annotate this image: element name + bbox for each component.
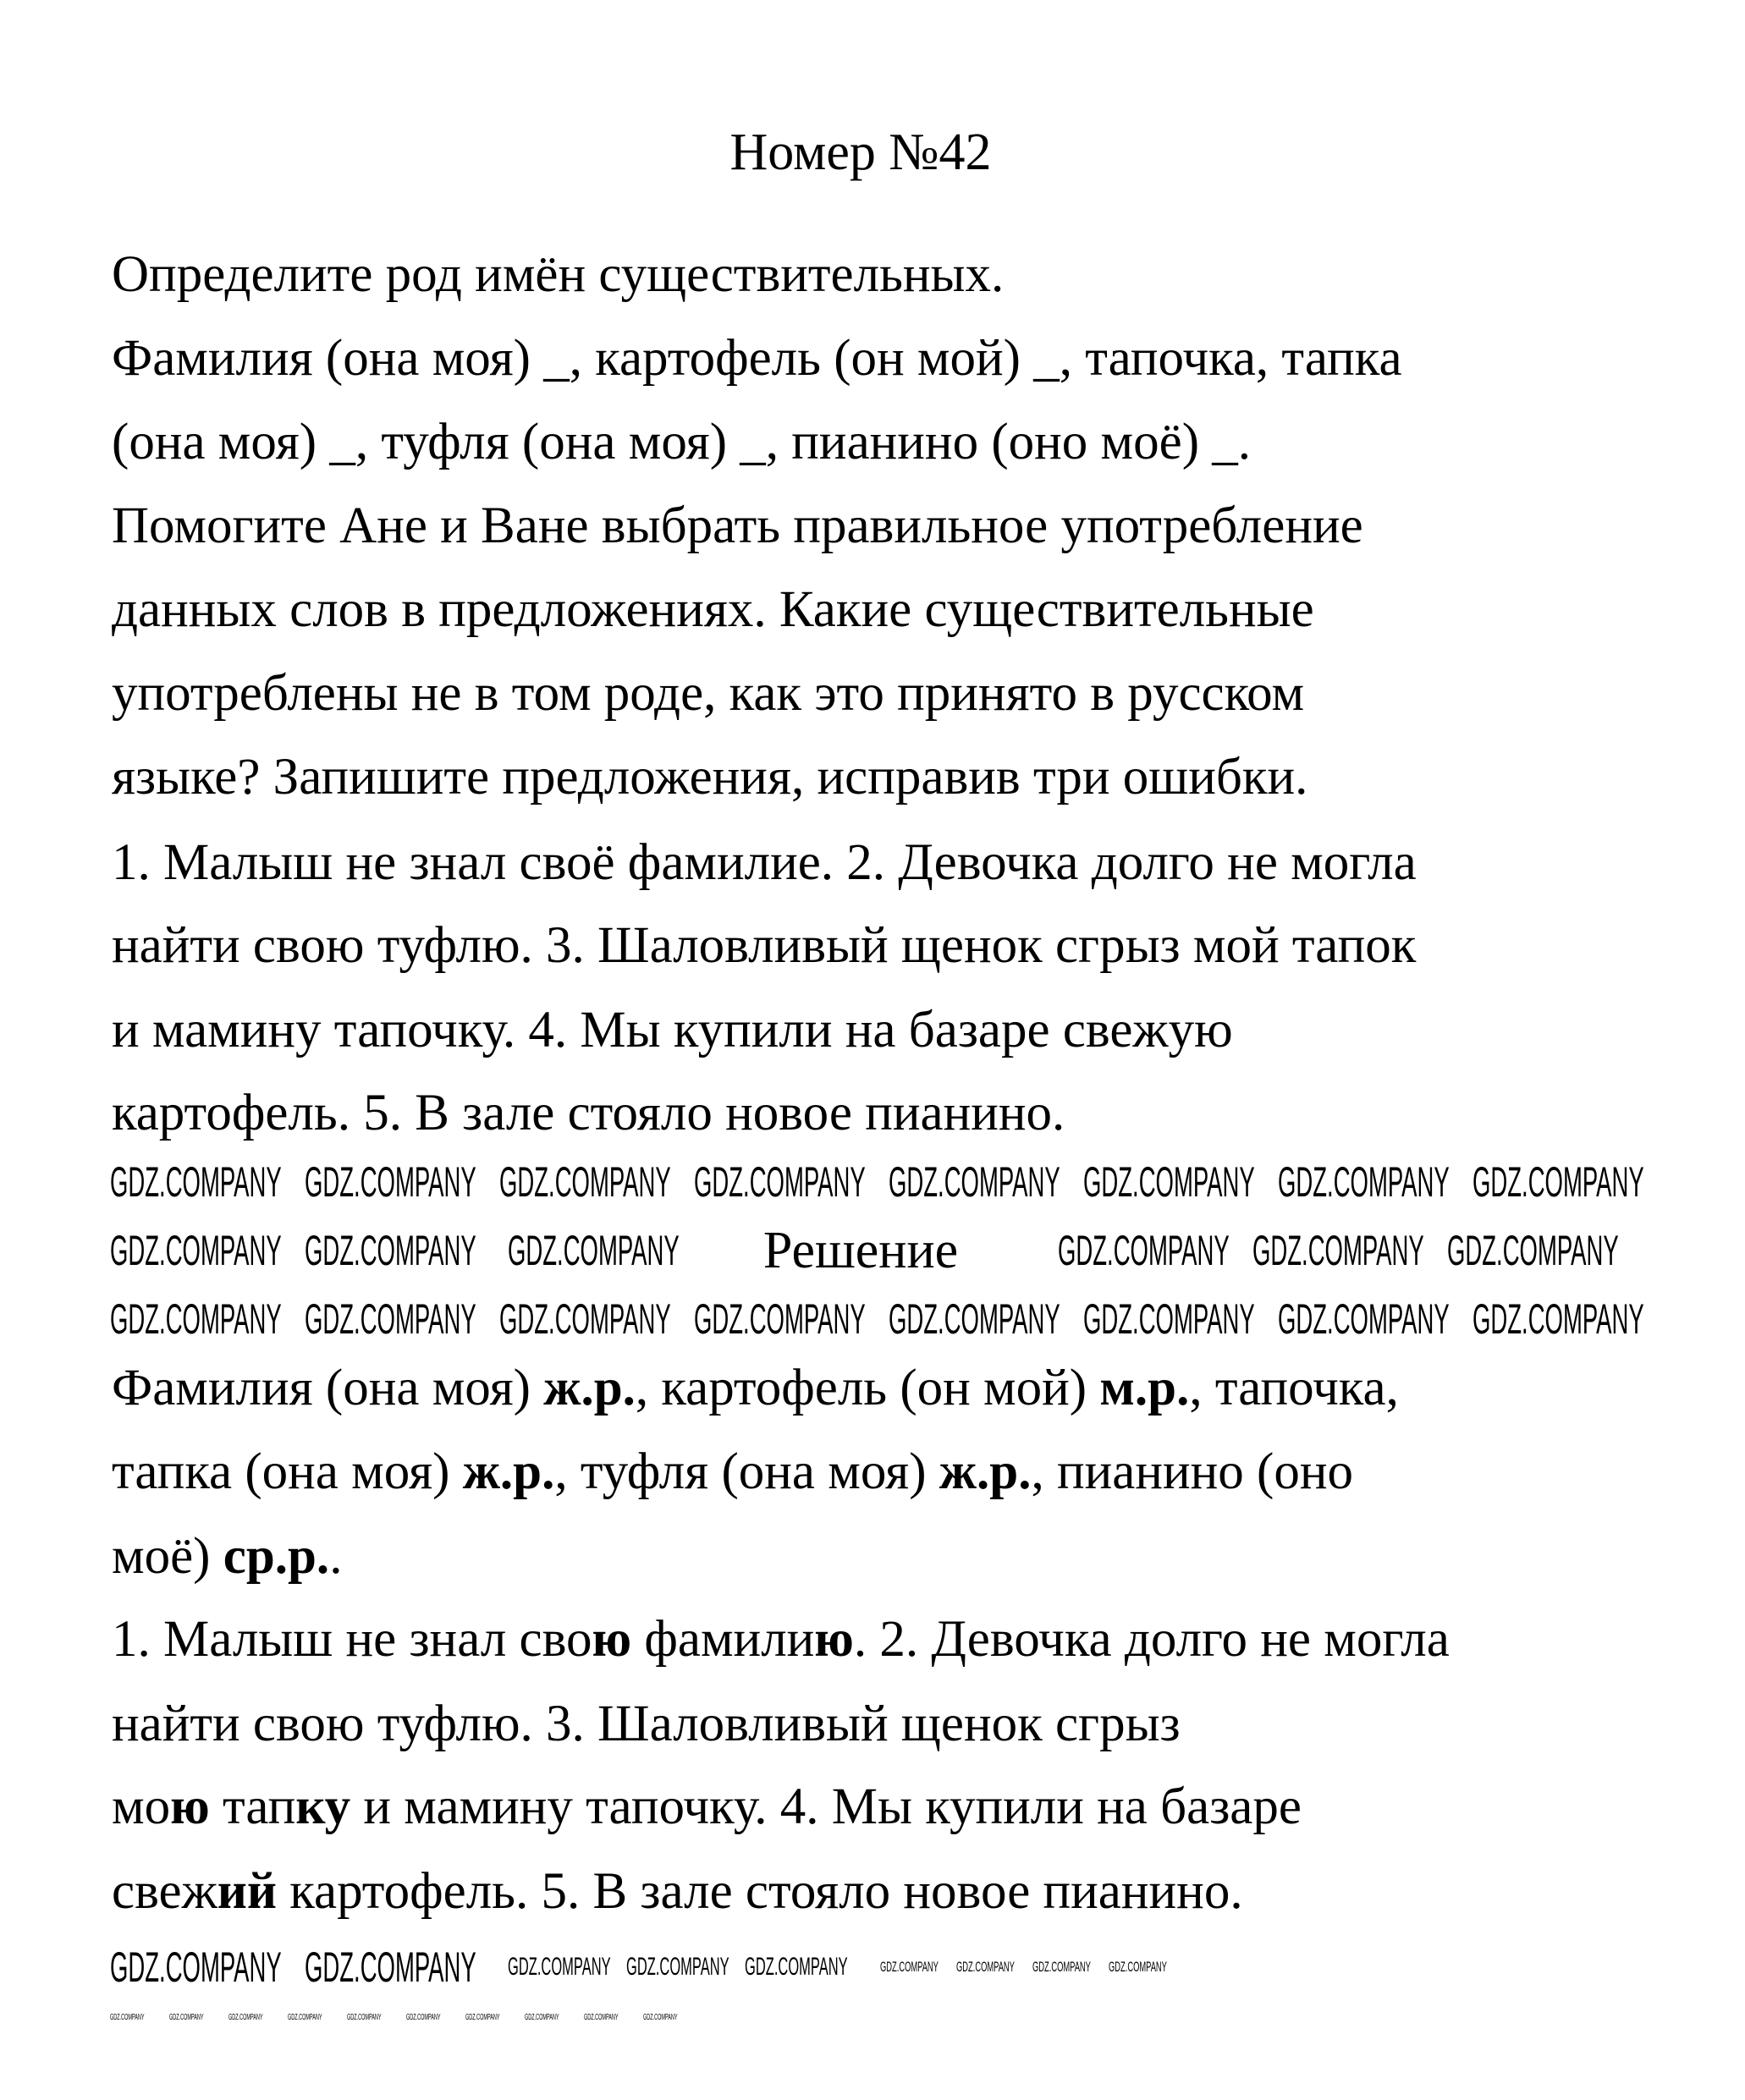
text-segment: мо — [112, 1778, 171, 1835]
bold-answer: ср.р. — [223, 1528, 330, 1585]
text-segment: , картофель (он мой) — [635, 1360, 1100, 1416]
task-line — [112, 1001, 1233, 1060]
text-segment: моё) — [112, 1528, 223, 1585]
bold-answer: ий — [217, 1863, 278, 1920]
watermark: GDZ.COMPANY — [499, 1295, 671, 1343]
watermark: GDZ.COMPANY — [406, 2013, 441, 2022]
text-segment: (она моя) _, туфля (она моя) _, пианино (оно моё) _. — [112, 414, 1252, 470]
text-segment: 1. Малыш не знал сво — [112, 1611, 592, 1668]
watermark: GDZ.COMPANY — [499, 1158, 671, 1206]
watermark: GDZ.COMPANY — [1278, 1158, 1450, 1206]
watermark: GDZ.COMPANY — [880, 1959, 939, 1975]
text-segment: свеж — [112, 1863, 217, 1920]
bold-answer: ку — [295, 1778, 351, 1835]
page-title: Номер №42 — [729, 124, 992, 181]
text-segment: , туфля (она моя) — [554, 1443, 939, 1500]
task-line — [112, 329, 1402, 388]
text-segment: и мамину тапочку. 4. Мы купили на базаре свежую — [112, 1002, 1233, 1058]
text-segment: языке? Запишите предложения, исправив три ошибки. — [112, 749, 1308, 805]
text-segment: фамили — [631, 1611, 815, 1668]
bold-answer: ж.р. — [462, 1443, 555, 1500]
watermark: GDZ.COMPANY — [305, 1158, 476, 1206]
watermark: GDZ.COMPANY — [1278, 1295, 1450, 1343]
solution-line — [112, 1778, 1302, 1837]
task-line — [112, 580, 1314, 640]
watermark: GDZ.COMPANY — [1473, 1295, 1644, 1343]
watermark: GDZ.COMPANY — [525, 2013, 559, 2022]
bold-answer: ж.р. — [939, 1443, 1032, 1500]
task-line — [112, 916, 1416, 976]
solution-line — [112, 1610, 1450, 1669]
task-line — [112, 497, 1363, 556]
watermark: GDZ.COMPANY — [1252, 1227, 1424, 1274]
text-segment: , пианино (оно — [1031, 1443, 1353, 1500]
bold-answer: ю — [592, 1611, 632, 1668]
text-segment: . 2. Девочка долго не могла — [853, 1611, 1450, 1668]
watermark: GDZ.COMPANY — [1032, 1959, 1091, 1975]
task-line — [112, 413, 1251, 472]
task-line — [112, 833, 1417, 893]
watermark: GDZ.COMPANY — [1109, 1959, 1167, 1975]
text-segment: Помогите Ане и Ване выбрать правильное употребление — [112, 498, 1363, 554]
watermark: GDZ.COMPANY — [288, 2013, 322, 2022]
task-line — [112, 664, 1304, 723]
text-segment: и мамину тапочку. 4. Мы купили на базаре — [350, 1778, 1302, 1835]
text-segment: данных слов в предложениях. Какие существительные — [112, 581, 1314, 638]
watermark: GDZ.COMPANY — [1058, 1227, 1230, 1274]
watermark: GDZ.COMPANY — [1083, 1158, 1255, 1206]
text-segment: картофель. 5. В зале стояло новое пианино. — [112, 1085, 1065, 1141]
bold-answer: ю — [170, 1778, 210, 1835]
text-segment: найти свою туфлю. 3. Шаловливый щенок сгрыз мой тапок — [112, 917, 1417, 974]
text-segment: . — [329, 1528, 343, 1585]
text-segment: Определите род имён существительных. — [112, 246, 1005, 303]
text-segment: Фамилия (она моя) _, картофель (он мой) _, тапочка, тапка — [112, 330, 1402, 387]
watermark: GDZ.COMPANY — [169, 2013, 204, 2022]
watermark: GDZ.COMPANY — [1473, 1158, 1644, 1206]
solution-line — [112, 1695, 1181, 1754]
watermark: GDZ.COMPANY — [584, 2013, 619, 2022]
solution-line — [112, 1443, 1353, 1502]
task-line — [112, 1084, 1065, 1143]
watermark: GDZ.COMPANY — [110, 1227, 282, 1274]
watermark: GDZ.COMPANY — [694, 1158, 866, 1206]
text-segment: картофель. 5. В зале стояло новое пианино. — [277, 1863, 1243, 1920]
solution-line — [112, 1359, 1399, 1418]
text-segment: тапка (она моя) — [112, 1443, 463, 1500]
text-segment: Фамилия (она моя) — [112, 1360, 544, 1416]
watermark: GDZ.COMPANY — [465, 2013, 500, 2022]
text-segment: тап — [209, 1778, 296, 1835]
watermark: GDZ.COMPANY — [1083, 1295, 1255, 1343]
watermark: GDZ.COMPANY — [508, 1227, 680, 1274]
task-line — [112, 748, 1307, 807]
watermark: GDZ.COMPANY — [305, 1295, 476, 1343]
watermark: GDZ.COMPANY — [110, 2013, 145, 2022]
watermark: GDZ.COMPANY — [508, 1953, 611, 1981]
watermark: GDZ.COMPANY — [694, 1295, 866, 1343]
watermark: GDZ.COMPANY — [305, 1227, 476, 1274]
watermark: GDZ.COMPANY — [110, 1295, 282, 1343]
watermark: GDZ.COMPANY — [110, 1158, 282, 1206]
watermark: GDZ.COMPANY — [956, 1959, 1015, 1975]
bold-answer: м.р. — [1099, 1360, 1190, 1416]
watermark: GDZ.COMPANY — [1447, 1227, 1619, 1274]
watermark: GDZ.COMPANY — [889, 1158, 1060, 1206]
text-segment: 1. Малыш не знал своё фамилие. 2. Девочка долго не могла — [112, 834, 1417, 891]
watermark: GDZ.COMPANY — [745, 1953, 848, 1981]
watermark: GDZ.COMPANY — [889, 1295, 1060, 1343]
solution-heading: Решение — [762, 1222, 959, 1279]
watermark: GDZ.COMPANY — [228, 2013, 263, 2022]
watermark: GDZ.COMPANY — [110, 1943, 282, 1991]
watermark: GDZ.COMPANY — [626, 1953, 729, 1981]
text-segment: найти свою туфлю. 3. Шаловливый щенок сгрыз — [112, 1696, 1181, 1752]
watermark: GDZ.COMPANY — [305, 1943, 476, 1991]
bold-answer: ж.р. — [543, 1360, 636, 1416]
text-segment: употреблены не в том роде, как это принято в русском — [112, 665, 1305, 722]
text-segment: , тапочка, — [1189, 1360, 1399, 1416]
solution-line — [112, 1862, 1243, 1921]
watermark: GDZ.COMPANY — [347, 2013, 382, 2022]
watermark: GDZ.COMPANY — [643, 2013, 678, 2022]
solution-line — [112, 1527, 342, 1586]
bold-answer: ю — [814, 1611, 854, 1668]
task-line — [112, 245, 1004, 305]
